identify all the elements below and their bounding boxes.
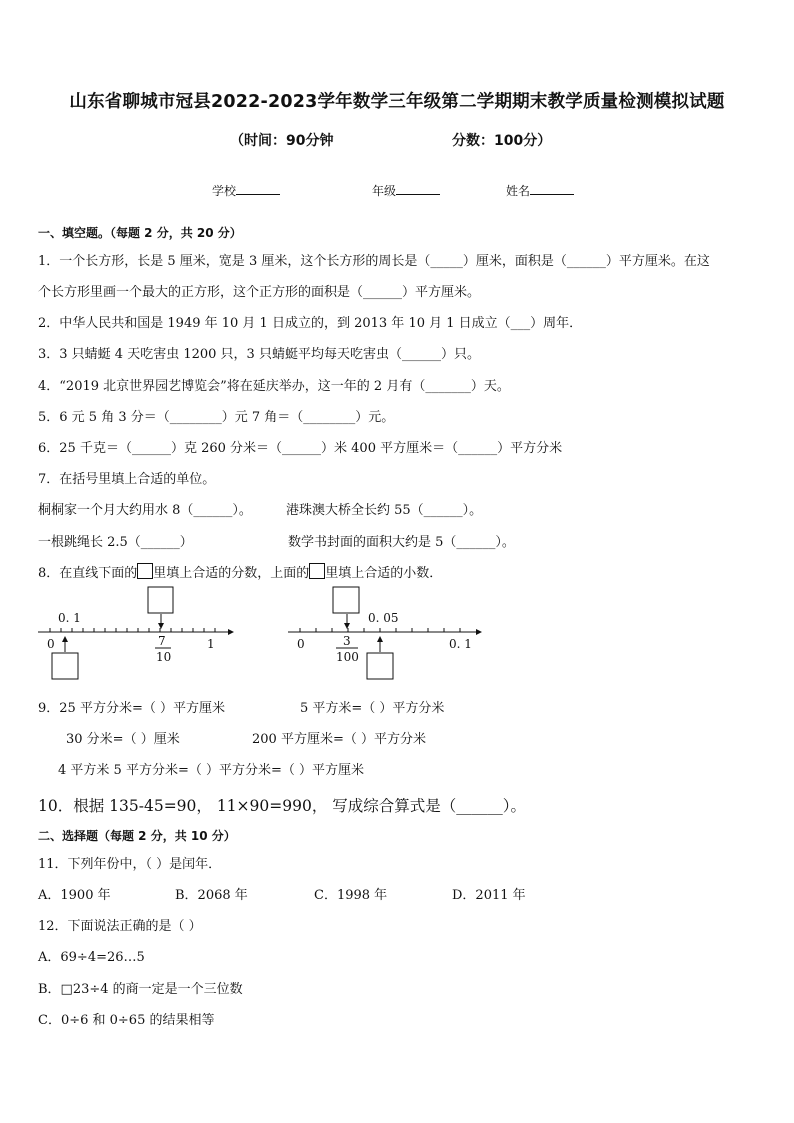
nl2-top-answer-box[interactable] (333, 587, 359, 613)
question-5: 5．6 元 5 角 3 分＝（________）元 7 角＝（________）元。 (38, 410, 395, 425)
number-line-2 (288, 587, 482, 679)
question-12-option-a[interactable]: A．69÷4=26…5 (38, 950, 145, 965)
question-8-text-3: 里填上合适的小数． (325, 566, 443, 581)
question-8-text-1: 8．在直线下面的 (38, 566, 138, 581)
question-7-item-c: 一根跳绳长 2.5（______） (38, 535, 193, 550)
question-4: 4．“2019 北京世界园艺博览会”将在延庆举办，这一年的 2 月有（_______）天。 (38, 379, 510, 394)
nl1-zero-label: 0 (47, 637, 55, 651)
nl1-frac-num: 7 (158, 634, 166, 648)
page-title: 山东省聊城市冠县2022-2023学年数学三年级第二学期期末教学质量检测模拟试题 (69, 92, 725, 112)
question-9-a: 9．25 平方分米=（ ）平方厘米 (38, 701, 225, 716)
nl2-bottom-answer-box[interactable] (367, 653, 393, 679)
nl1-bottom-answer-box[interactable] (52, 653, 78, 679)
nl2-zero-label: 0 (297, 637, 305, 651)
question-11-option-b[interactable]: B．2068 年 (175, 888, 248, 903)
nl2-end-label: 0. 1 (449, 637, 472, 651)
question-11-option-a[interactable]: A．1900 年 (38, 888, 111, 903)
nl1-one-label: 1 (207, 637, 215, 651)
question-9-d: 200 平方厘米=（ ）平方分米 (252, 732, 426, 747)
question-10: 10．根据 135-45=90， 11×90=990， 写成综合算式是（______）。 (38, 797, 527, 815)
total-score: 分数：100分） (452, 133, 552, 149)
number-line-1 (38, 587, 234, 679)
question-9-b: 5 平方米=（ ）平方分米 (300, 701, 445, 716)
nl2-frac-num: 3 (343, 634, 351, 648)
name-label: 姓名 (506, 184, 531, 198)
question-2: 2．中华人民共和国是 1949 年 10 月 1 日成立的，到 2013 年 10 月 1 日成立（___）周年． (38, 316, 583, 331)
question-7: 7．在括号里填上合适的单位。 (38, 472, 216, 487)
nl2-top-label: 0. 05 (368, 611, 399, 625)
question-7-item-d: 数学书封面的面积大约是 5（______）。 (288, 535, 515, 550)
question-12: 12．下面说法正确的是（ ） (38, 919, 202, 934)
question-6: 6．25 千克＝（______）克 260 分米＝（______）米 400 平方厘米＝（______）平方分米 (38, 441, 563, 456)
nl1-frac-den: 10 (156, 650, 172, 664)
question-11-option-d[interactable]: D．2011 年 (452, 888, 526, 903)
question-7-item-a: 桐桐家一个月大约用水 8（______）。 (38, 503, 252, 518)
question-9-c: 30 分米=（ ）厘米 (66, 732, 180, 747)
nl2-frac-den: 100 (336, 650, 359, 664)
section-choice-heading: 二、选择题（每题 2 分，共 10 分） (38, 829, 236, 843)
question-9-e: 4 平方米 5 平方分米=（ ）平方分米=（ ）平方厘米 (58, 763, 364, 778)
grade-label: 年级 (372, 184, 397, 198)
question-11-option-c[interactable]: C．1998 年 (314, 888, 388, 903)
section-fill-blank-heading: 一、填空题。（每题 2 分，共 20 分） (38, 226, 242, 240)
question-12-option-c[interactable]: C．0÷6 和 0÷65 的结果相等 (38, 1013, 215, 1028)
question-11: 11．下列年份中，（ ）是闰年． (38, 857, 222, 872)
question-7-item-b: 港珠澳大桥全长约 55（______）。 (286, 503, 483, 518)
question-8-text-2: 里填上合适的分数，上面的 (153, 566, 310, 581)
nl1-top-label: 0. 1 (58, 611, 81, 625)
question-12-option-b[interactable]: B．□23÷4 的商一定是一个三位数 (38, 982, 243, 997)
question-3: 3．3 只蜻蜓 4 天吃害虫 1200 只，3 只蜻蜓平均每天吃害虫（______）只。 (38, 347, 480, 362)
nl1-top-answer-box[interactable] (148, 587, 173, 613)
question-1-line-1: 1．一个长方形，长是 5 厘米，宽是 3 厘米，这个长方形的周长是（_____）厘米，面积是（______）平方厘米。在这 (38, 254, 710, 269)
time-limit: （时间：90分钟 (230, 133, 334, 149)
question-1-line-2: 个长方形里画一个最大的正方形，这个正方形的面积是（______）平方厘米。 (38, 285, 481, 300)
school-label: 学校 (212, 184, 237, 198)
